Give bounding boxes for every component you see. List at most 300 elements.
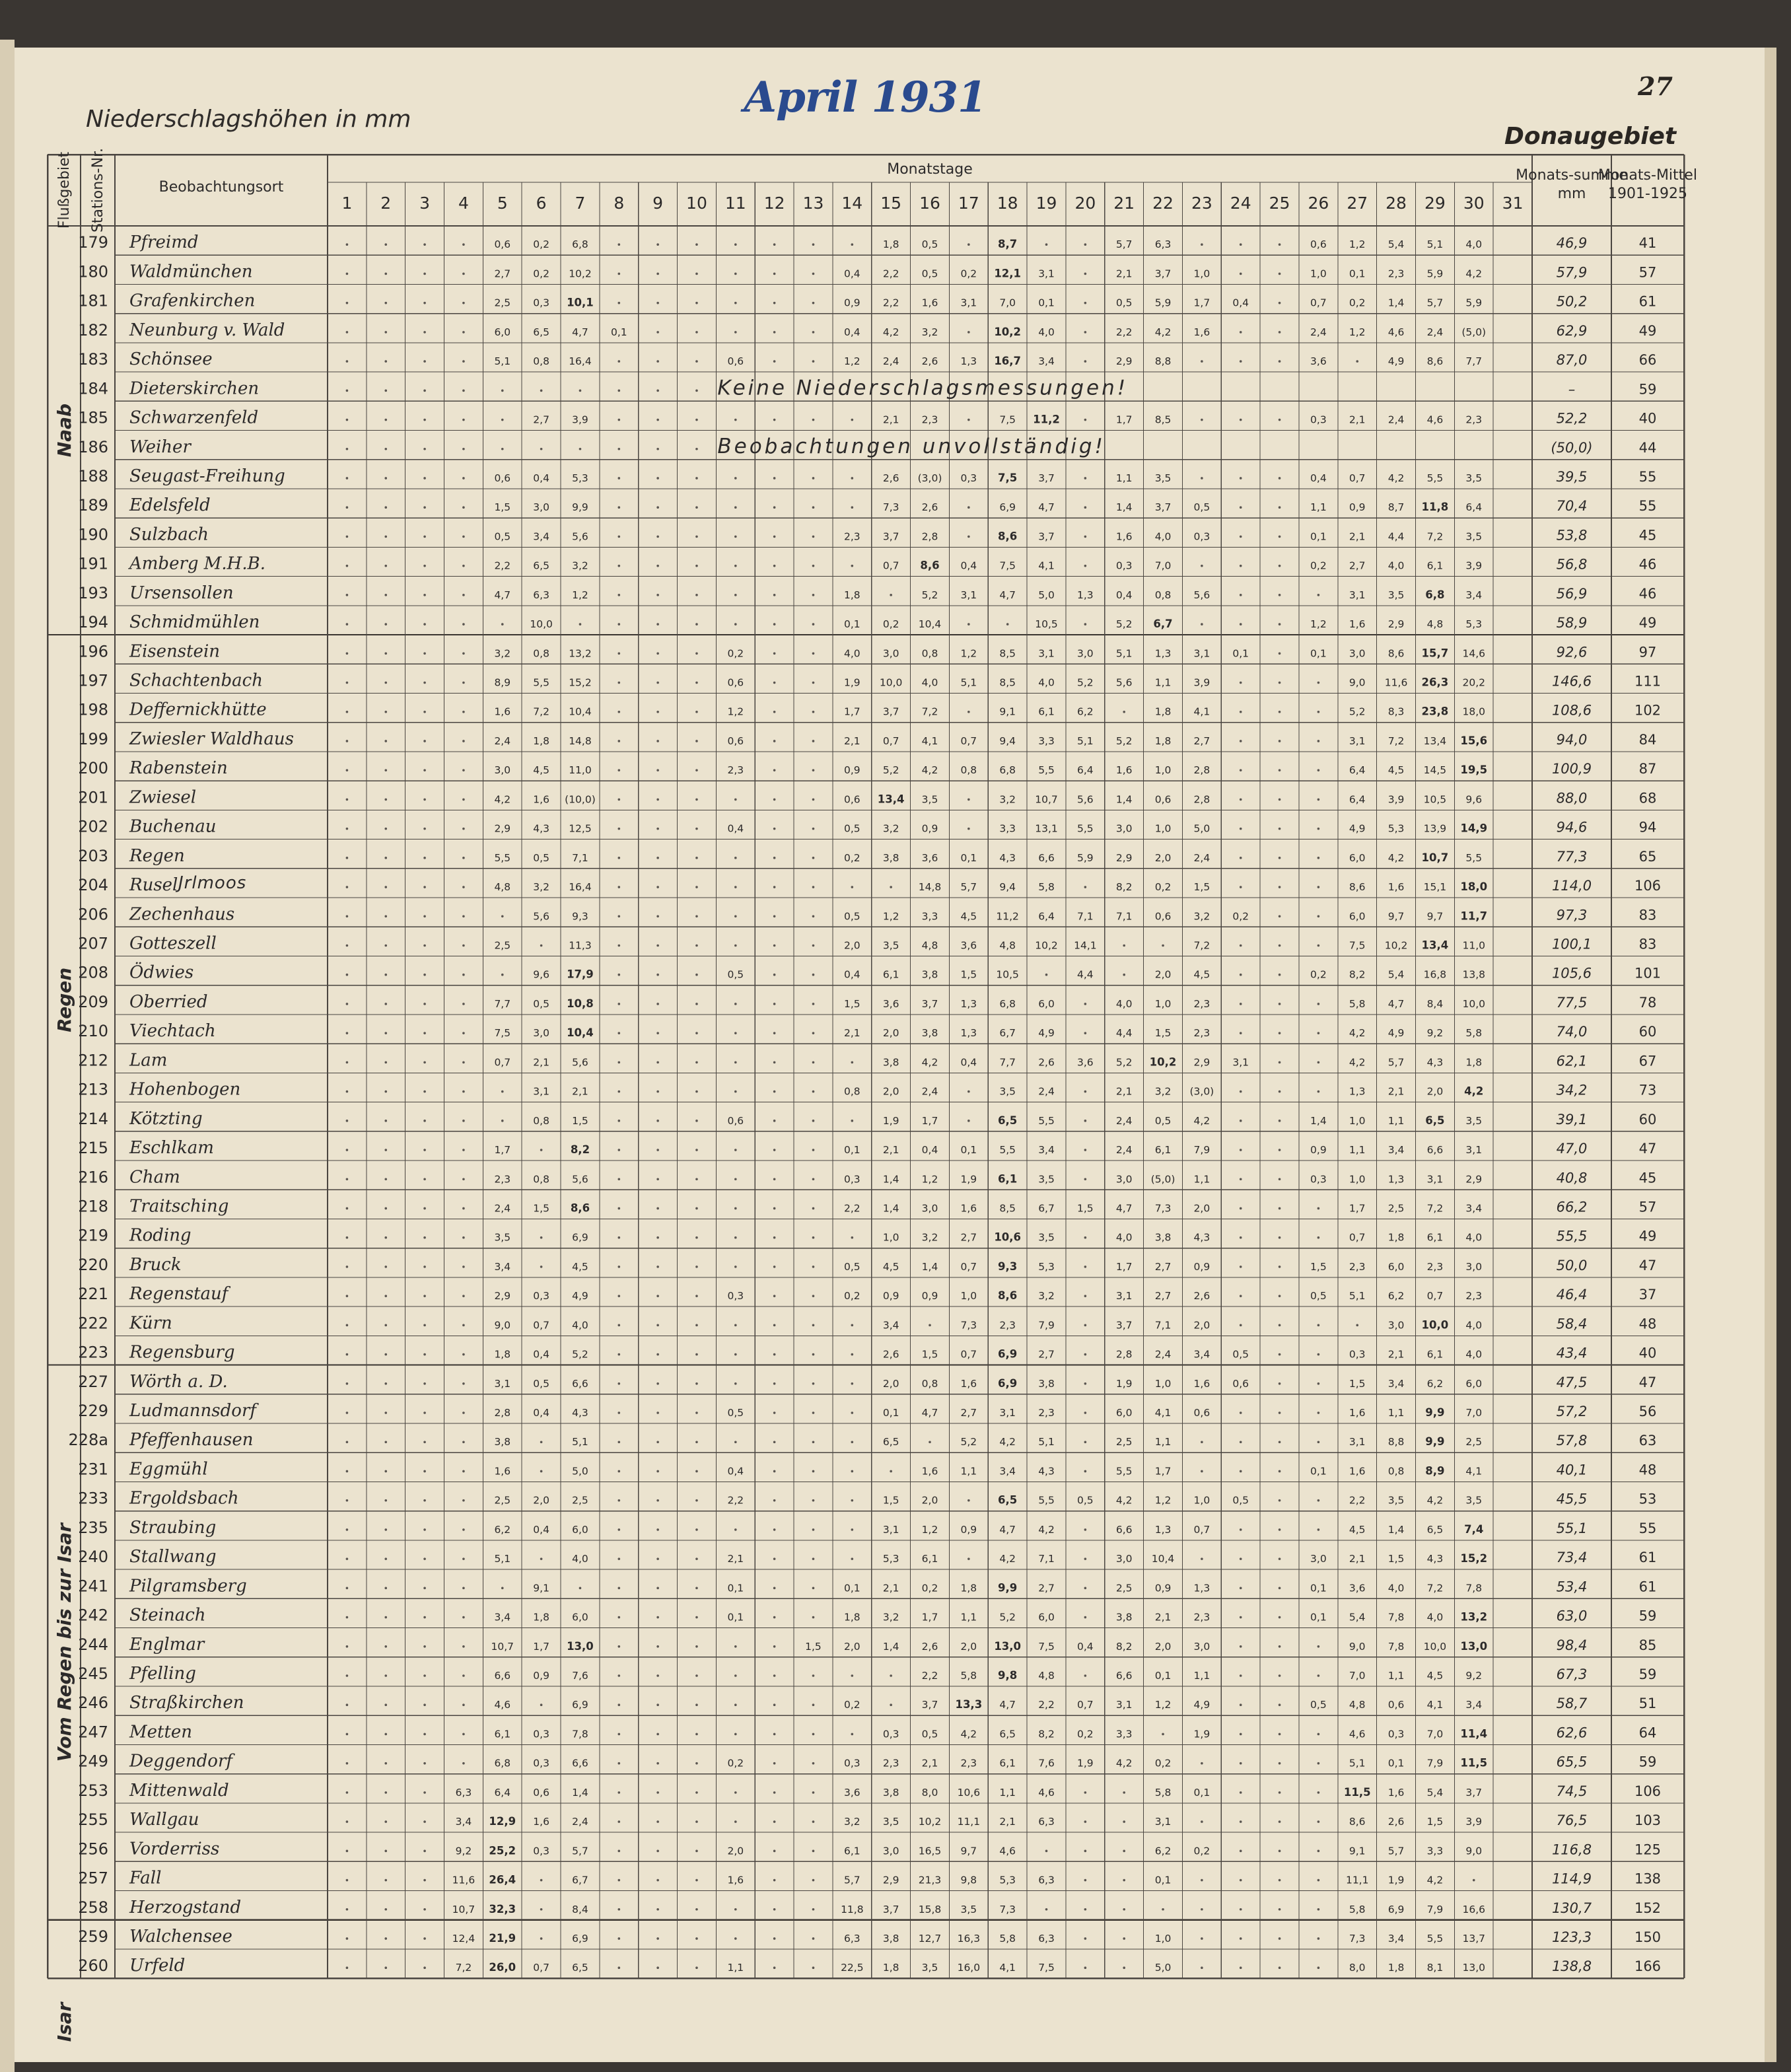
- precipitation-value: 1,4: [882, 1202, 899, 1215]
- month-mean: 57: [1638, 1199, 1657, 1215]
- no-precip-dot: [1317, 1003, 1320, 1005]
- precipitation-value: 2,7: [1154, 1260, 1172, 1273]
- no-precip-dot: [695, 740, 698, 742]
- no-precip-dot: [1317, 1966, 1320, 1969]
- station-number: 199: [78, 729, 108, 748]
- precipitation-value: 0,3: [533, 1757, 549, 1769]
- precipitation-value: 4,0: [921, 676, 938, 689]
- no-precip-dot: [384, 653, 387, 655]
- precipitation-value: 0,3: [533, 297, 549, 309]
- precipitation-value: 1,1: [1387, 1114, 1405, 1127]
- no-precip-dot: [812, 1908, 815, 1911]
- no-precip-dot: [617, 945, 620, 947]
- no-precip-dot: [462, 1236, 465, 1239]
- precipitation-value: 5,0: [572, 1465, 588, 1478]
- no-precip-dot: [695, 799, 698, 801]
- month-mean: 125: [1634, 1841, 1662, 1858]
- station-name: Pfelling: [129, 1664, 196, 1684]
- no-precip-dot: [1240, 1587, 1242, 1590]
- precipitation-value: 3,7: [1038, 530, 1055, 543]
- no-precip-dot: [423, 273, 426, 275]
- precipitation-value: 9,7: [1387, 910, 1405, 923]
- no-precip-dot: [1045, 974, 1048, 976]
- no-precip-dot: [462, 243, 465, 246]
- no-precip-dot: [812, 1966, 815, 1969]
- precipitation-value: 1,2: [921, 1173, 938, 1186]
- month-mean: 40: [1638, 1345, 1657, 1361]
- no-precip-dot: [1317, 1499, 1320, 1502]
- precipitation-value: 0,9: [533, 1670, 549, 1682]
- precipitation-value: 23,8: [1421, 705, 1449, 718]
- basin-label: Regen: [53, 967, 75, 1032]
- month-mean: 44: [1638, 439, 1657, 456]
- no-precip-dot: [462, 594, 465, 596]
- month-mean: 47: [1638, 1257, 1657, 1273]
- precipitation-value: 0,6: [1193, 1407, 1211, 1419]
- month-sum: 108,6: [1551, 702, 1592, 719]
- no-precip-dot: [384, 1879, 387, 1882]
- precipitation-value: 3,1: [960, 297, 977, 309]
- no-precip-dot: [501, 1587, 504, 1590]
- precipitation-value: 11,8: [841, 1903, 864, 1915]
- no-precip-dot: [462, 448, 465, 450]
- precipitation-value: 0,9: [1349, 501, 1366, 514]
- no-precip-dot: [1279, 273, 1281, 275]
- station-number-column-header: Stations-Nr.: [90, 147, 106, 233]
- precipitation-value: 3,2: [843, 1816, 860, 1828]
- no-precip-dot: [1084, 331, 1087, 334]
- precipitation-value: 4,2: [999, 1436, 1016, 1448]
- precipitation-value: 2,9: [882, 1874, 899, 1886]
- no-precip-dot: [695, 1178, 698, 1180]
- precipitation-value: 2,0: [1426, 1085, 1444, 1098]
- no-precip-dot: [1240, 857, 1242, 859]
- precipitation-value: 3,1: [494, 1377, 511, 1390]
- precipitation-value: 7,0: [1426, 1728, 1444, 1740]
- precipitation-value: 6,4: [1349, 764, 1366, 777]
- precipitation-value: 16,3: [957, 1932, 981, 1945]
- precipitation-value: 6,4: [1349, 793, 1366, 806]
- no-precip-dot: [1317, 1061, 1320, 1064]
- precipitation-value: 4,1: [1426, 1699, 1444, 1711]
- station-number: 209: [78, 992, 108, 1011]
- precipitation-value: 5,4: [1387, 238, 1405, 251]
- precipitation-value: 0,1: [1349, 268, 1366, 280]
- no-precip-dot: [384, 243, 387, 246]
- precipitation-value: 1,6: [1387, 1786, 1405, 1799]
- month-mean: 111: [1634, 673, 1662, 690]
- no-precip-dot: [462, 682, 465, 684]
- precipitation-value: 5,8: [1349, 1903, 1366, 1915]
- no-precip-dot: [346, 828, 349, 830]
- no-precip-dot: [1084, 1120, 1087, 1122]
- precipitation-value: 2,3: [1038, 1407, 1055, 1419]
- precipitation-value: 5,2: [1077, 676, 1094, 689]
- no-precip-dot: [423, 1324, 426, 1327]
- day-header: 22: [1152, 194, 1174, 213]
- station-number: 204: [78, 876, 108, 895]
- no-precip-dot: [462, 1441, 465, 1443]
- no-precip-dot: [812, 1703, 815, 1706]
- precipitation-value: 4,9: [1387, 355, 1405, 368]
- precipitation-value: 9,7: [1426, 910, 1444, 923]
- precipitation-value: 0,9: [843, 764, 860, 777]
- no-precip-dot: [384, 1090, 387, 1093]
- station-number: 191: [78, 554, 108, 573]
- no-precip-dot: [346, 477, 349, 480]
- precipitation-value: 0,8: [533, 1114, 549, 1127]
- no-precip-dot: [1279, 1908, 1281, 1911]
- no-precip-dot: [812, 915, 815, 917]
- precipitation-value: 0,2: [1154, 881, 1172, 894]
- no-precip-dot: [890, 1674, 892, 1677]
- precipitation-value: 7,3: [999, 1903, 1016, 1915]
- no-precip-dot: [617, 1587, 620, 1590]
- precipitation-value: 4,1: [1465, 1465, 1483, 1478]
- station-number: 184: [78, 379, 108, 398]
- station-number: 247: [78, 1723, 108, 1742]
- precipitation-value: 2,3: [843, 530, 860, 543]
- precipitation-value: 3,2: [921, 326, 938, 338]
- precipitation-value: 5,7: [1387, 1056, 1405, 1069]
- no-precip-dot: [1473, 1879, 1475, 1882]
- precipitation-value: 5,3: [1465, 618, 1483, 631]
- no-precip-dot: [346, 390, 349, 392]
- no-precip-dot: [773, 945, 776, 947]
- precipitation-value: 11,5: [1343, 1785, 1371, 1799]
- no-precip-dot: [773, 623, 776, 625]
- precipitation-value: 1,5: [960, 968, 977, 981]
- month-mean: 59: [1638, 1754, 1657, 1770]
- precipitation-value: 3,1: [1038, 647, 1055, 660]
- no-precip-dot: [617, 1353, 620, 1356]
- no-precip-dot: [656, 1966, 659, 1969]
- no-precip-dot: [501, 623, 504, 625]
- precipitation-value: 2,6: [1193, 1290, 1211, 1303]
- precipitation-value: 7,8: [1465, 1582, 1483, 1594]
- precipitation-value: 0,6: [843, 793, 860, 806]
- no-precip-dot: [346, 1441, 349, 1443]
- precipitation-value: 0,6: [727, 734, 744, 747]
- precipitation-value: 5,3: [572, 472, 588, 484]
- month-mean: 61: [1638, 293, 1657, 310]
- no-precip-dot: [384, 1178, 387, 1180]
- no-precip-dot: [812, 302, 815, 304]
- no-precip-dot: [617, 1090, 620, 1093]
- precipitation-value: 5,3: [882, 1553, 899, 1565]
- no-precip-dot: [812, 828, 815, 830]
- no-precip-dot: [734, 1382, 737, 1385]
- handwritten-note-incomplete: Beobachtungen unvollständig!: [717, 434, 1106, 458]
- precipitation-value: 2,1: [843, 734, 860, 747]
- no-precip-dot: [462, 565, 465, 567]
- no-precip-dot: [423, 1061, 426, 1064]
- precipitation-value: 14,8: [569, 734, 592, 747]
- station-name: Kötzting: [129, 1108, 203, 1129]
- precipitation-value: 0,5: [1310, 1290, 1327, 1303]
- no-precip-dot: [734, 506, 737, 509]
- precipitation-value: 2,5: [1115, 1582, 1133, 1594]
- month-mean: 47: [1638, 1141, 1657, 1157]
- precipitation-value: 4,5: [1426, 1670, 1444, 1682]
- no-precip-dot: [423, 1528, 426, 1531]
- precipitation-value: 6,6: [1115, 1670, 1133, 1682]
- precipitation-value: 0,2: [1310, 968, 1327, 981]
- precipitation-value: 14,9: [1460, 822, 1488, 835]
- station-name: Grafenkirchen: [129, 291, 256, 311]
- no-precip-dot: [695, 623, 698, 625]
- no-precip-dot: [1279, 331, 1281, 334]
- no-precip-dot: [1317, 769, 1320, 771]
- no-precip-dot: [1045, 1908, 1048, 1911]
- precipitation-value: 13,1: [1035, 822, 1058, 835]
- station-number: 180: [78, 262, 108, 281]
- precipitation-value: 10,2: [994, 325, 1022, 338]
- precipitation-value: 3,5: [921, 1962, 938, 1974]
- no-precip-dot: [734, 1908, 737, 1911]
- no-precip-dot: [346, 1178, 349, 1180]
- no-precip-dot: [501, 1090, 504, 1093]
- precipitation-value: 4,8: [1038, 1670, 1055, 1682]
- no-precip-dot: [462, 1674, 465, 1677]
- no-precip-dot: [1084, 886, 1087, 888]
- month-mean: 47: [1638, 1374, 1657, 1390]
- precipitation-value: 4,1: [1193, 705, 1211, 718]
- no-precip-dot: [1317, 1645, 1320, 1648]
- no-precip-dot: [423, 828, 426, 830]
- precipitation-value: 1,7: [494, 1144, 511, 1157]
- no-precip-dot: [929, 1441, 931, 1443]
- precipitation-value: 6,9: [998, 1347, 1018, 1361]
- station-name: Straßkirchen: [129, 1693, 244, 1713]
- no-precip-dot: [617, 1820, 620, 1823]
- no-precip-dot: [384, 1266, 387, 1268]
- precipitation-value: 5,1: [572, 1436, 588, 1448]
- precipitation-value: 5,5: [494, 851, 511, 864]
- no-precip-dot: [1240, 1733, 1242, 1736]
- precipitation-value: 2,4: [1154, 1348, 1172, 1361]
- no-precip-dot: [346, 1937, 349, 1940]
- no-precip-dot: [462, 740, 465, 742]
- no-precip-dot: [384, 1791, 387, 1794]
- precipitation-value: 5,7: [1115, 238, 1133, 251]
- precipitation-value: 10,4: [569, 705, 592, 718]
- day-header: 6: [536, 194, 547, 213]
- month-sum: 53,4: [1556, 1579, 1588, 1595]
- no-precip-dot: [617, 273, 620, 275]
- no-precip-dot: [695, 331, 698, 334]
- precipitation-value: 6,9: [572, 1231, 588, 1244]
- precipitation-value: 4,1: [921, 734, 938, 747]
- no-precip-dot: [1279, 915, 1281, 917]
- precipitation-value: 0,2: [533, 238, 549, 251]
- station-name: Pilgramsberg: [129, 1576, 247, 1596]
- no-precip-dot: [423, 1557, 426, 1560]
- precipitation-value: 5,0: [1193, 822, 1211, 835]
- no-precip-dot: [1162, 1733, 1164, 1736]
- precipitation-value: 2,9: [1115, 355, 1133, 368]
- month-sum: 98,4: [1556, 1637, 1588, 1653]
- precipitation-value: 3,0: [1465, 1260, 1483, 1273]
- precipitation-value: 16,6: [1462, 1903, 1485, 1915]
- no-precip-dot: [695, 1674, 698, 1677]
- precipitation-value: 5,1: [494, 1553, 511, 1565]
- precipitation-value: 6,4: [1077, 764, 1094, 777]
- no-precip-dot: [1084, 1557, 1087, 1560]
- precipitation-value: 0,5: [533, 997, 549, 1010]
- precipitation-value: 4,7: [999, 589, 1016, 601]
- precipitation-value: 1,6: [960, 1377, 977, 1390]
- no-precip-dot: [1084, 1353, 1087, 1356]
- precipitation-value: 0,9: [882, 1290, 899, 1303]
- precipitation-value: 1,6: [1349, 1407, 1366, 1419]
- no-precip-dot: [734, 536, 737, 538]
- no-precip-dot: [695, 828, 698, 830]
- precipitation-value: 6,0: [1349, 910, 1366, 923]
- no-precip-dot: [1201, 477, 1203, 480]
- precipitation-value: 2,8: [1193, 793, 1211, 806]
- precipitation-value: 9,3: [572, 910, 588, 923]
- precipitation-value: 6,7: [1153, 618, 1173, 631]
- no-precip-dot: [1240, 740, 1242, 742]
- precipitation-value: 5,4: [1426, 1786, 1444, 1799]
- no-precip-dot: [423, 1003, 426, 1005]
- precipitation-value: 2,3: [1387, 268, 1405, 280]
- no-precip-dot: [1279, 799, 1281, 801]
- precipitation-value: 4,1: [1038, 559, 1055, 572]
- precipitation-value: 3,6: [1349, 1582, 1366, 1594]
- precipitation-value: 0,6: [727, 355, 744, 368]
- precipitation-value: 6,0: [1038, 997, 1055, 1010]
- precipitation-value: 6,4: [1465, 501, 1483, 514]
- no-precip-dot: [1279, 1003, 1281, 1005]
- page-title: April 1931: [744, 73, 987, 122]
- station-name: Ergoldsbach: [129, 1488, 239, 1509]
- no-precip-dot: [695, 1295, 698, 1297]
- no-precip-dot: [462, 1382, 465, 1385]
- precipitation-value: 2,1: [921, 1757, 938, 1769]
- no-precip-dot: [617, 682, 620, 684]
- no-precip-dot: [695, 711, 698, 713]
- precipitation-value: 1,5: [572, 1114, 588, 1127]
- precipitation-value: 5,5: [1038, 764, 1055, 777]
- no-precip-dot: [384, 623, 387, 625]
- no-precip-dot: [1317, 857, 1320, 859]
- precipitation-value: 4,9: [1193, 1699, 1211, 1711]
- month-sum: 58,7: [1556, 1696, 1588, 1712]
- precipitation-value: 1,5: [533, 1202, 549, 1215]
- no-precip-dot: [734, 1207, 737, 1210]
- no-precip-dot: [773, 1324, 776, 1327]
- precipitation-value: 0,1: [1154, 1874, 1172, 1886]
- no-precip-dot: [1317, 1382, 1320, 1385]
- no-precip-dot: [540, 448, 543, 450]
- no-precip-dot: [423, 915, 426, 917]
- precipitation-value: 0,4: [533, 1523, 549, 1536]
- month-sum: 62,6: [1556, 1725, 1588, 1741]
- precipitation-value: 0,4: [921, 1144, 938, 1157]
- month-mean: 66: [1638, 352, 1657, 369]
- no-precip-dot: [773, 1353, 776, 1356]
- precipitation-value: 2,4: [1310, 326, 1327, 338]
- station-name: Zwiesel: [129, 787, 197, 808]
- no-precip-dot: [579, 1587, 582, 1590]
- precipitation-value: 4,8: [494, 881, 511, 894]
- day-header: 13: [802, 194, 824, 213]
- no-precip-dot: [1317, 1850, 1320, 1853]
- precipitation-value: 7,0: [1465, 1407, 1483, 1419]
- no-precip-dot: [695, 243, 698, 246]
- no-precip-dot: [1317, 740, 1320, 742]
- precipitation-value: 4,5: [572, 1260, 588, 1273]
- no-precip-dot: [773, 1032, 776, 1034]
- precipitation-value: 3,0: [1115, 822, 1133, 835]
- no-precip-dot: [1084, 302, 1087, 304]
- no-precip-dot: [773, 799, 776, 801]
- precipitation-value: 6,1: [1426, 1231, 1444, 1244]
- precipitation-value: 1,9: [1193, 1728, 1211, 1740]
- precipitation-value: 0,2: [1077, 1728, 1094, 1740]
- precipitation-value: 1,6: [1349, 1465, 1366, 1478]
- precipitation-value: 2,5: [1387, 1202, 1405, 1215]
- precipitation-value: 3,0: [1115, 1553, 1133, 1565]
- precipitation-value: 11,7: [1460, 910, 1488, 923]
- precipitation-value: 15,2: [1460, 1552, 1488, 1565]
- precipitation-value: 2,5: [1465, 1436, 1483, 1448]
- month-sum: 58,4: [1556, 1316, 1588, 1332]
- precipitation-value: 1,3: [1349, 1085, 1366, 1098]
- no-precip-dot: [851, 1733, 854, 1736]
- precipitation-value: 10,5: [1035, 618, 1058, 631]
- precipitation-value: 4,2: [1387, 851, 1405, 864]
- no-precip-dot: [656, 1674, 659, 1677]
- month-mean: 101: [1634, 965, 1662, 982]
- precipitation-value: 1,2: [843, 355, 860, 368]
- precipitation-value: 11,1: [957, 1816, 981, 1828]
- precipitation-value: 2,6: [921, 355, 938, 368]
- no-precip-dot: [423, 1587, 426, 1590]
- precipitation-value: 18,0: [1460, 880, 1488, 894]
- precipitation-value: 4,0: [1465, 238, 1483, 251]
- no-precip-dot: [1317, 1879, 1320, 1882]
- no-precip-dot: [346, 506, 349, 509]
- no-precip-dot: [734, 1703, 737, 1706]
- month-sum: 105,6: [1551, 965, 1592, 982]
- no-precip-dot: [617, 623, 620, 625]
- precipitation-value: 5,9: [1154, 297, 1172, 309]
- precipitation-value: 6,7: [1038, 1202, 1055, 1215]
- station-number: 241: [78, 1577, 108, 1596]
- no-precip-dot: [695, 682, 698, 684]
- precipitation-value: 1,5: [805, 1640, 822, 1653]
- precipitation-value: 2,6: [1038, 1056, 1055, 1069]
- day-header: 24: [1230, 194, 1251, 213]
- no-precip-dot: [423, 1703, 426, 1706]
- precipitation-value: 7,9: [1038, 1319, 1055, 1332]
- station-name: Eggmühl: [129, 1459, 208, 1480]
- no-precip-dot: [773, 1703, 776, 1706]
- precipitation-value: 0,4: [960, 559, 977, 572]
- no-precip-dot: [346, 1470, 349, 1473]
- no-precip-dot: [773, 1879, 776, 1882]
- precipitation-value: 13,2: [1460, 1610, 1488, 1624]
- no-precip-dot: [812, 1032, 815, 1034]
- precipitation-value: 10,0: [879, 676, 903, 689]
- no-precip-dot: [617, 711, 620, 713]
- precipitation-value: 4,7: [999, 1523, 1016, 1536]
- no-precip-dot: [423, 1762, 426, 1765]
- station-number: 240: [78, 1548, 108, 1567]
